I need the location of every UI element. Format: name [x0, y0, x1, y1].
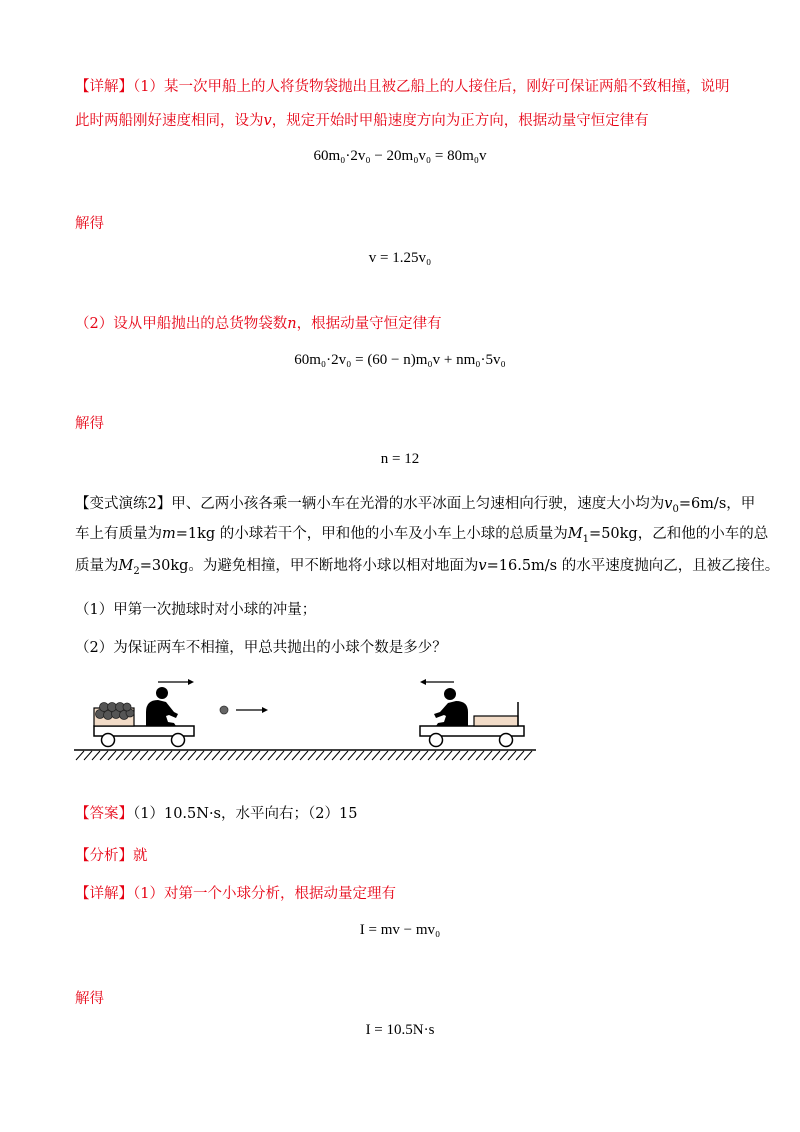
- answer-line: [75, 800, 357, 828]
- variant-tag: 【变式演练2】: [75, 496, 172, 512]
- ground: [74, 750, 536, 760]
- detail-line-2: [75, 107, 649, 135]
- analysis-line: [75, 842, 148, 870]
- variant-text-2b: =1kg 的小球若干个，甲和他的小车及小车上小球的总质量为: [175, 526, 568, 542]
- person-yi: [434, 688, 468, 726]
- balls-pile: [96, 703, 135, 720]
- cart-jia: [94, 679, 194, 747]
- answer-tag: 【答案】: [75, 806, 133, 822]
- equation-result-impulse: I = 10.5N·s: [365, 1022, 435, 1038]
- var-v0: v: [664, 496, 673, 512]
- variant-text-1a: 甲、乙两小孩各乘一辆小车在光滑的水平冰面上匀速相向行驶，速度大小均为: [171, 496, 665, 512]
- var-v0-sub: 0: [672, 503, 679, 515]
- detail-text-1: （1）某一次甲船上的人将货物袋抛出且被乙船上的人接住后，刚好可保证两船不致相撞，说明: [133, 79, 730, 95]
- question-1: （1）甲第一次抛球时对小球的冲量；: [75, 602, 317, 618]
- variant-text-2c: =50kg，乙和他的小车的总: [589, 526, 769, 542]
- solve-label-2: 解得: [75, 416, 104, 432]
- detail-text-2b: ，规定开始时甲船速度方向为正方向，根据动量守恒定律有: [271, 113, 649, 129]
- part2-text-a: （2）设从甲船抛出的总货物袋数: [75, 316, 288, 332]
- variant-text-2a: 车上有质量为: [75, 526, 162, 542]
- detail2-line: [75, 880, 396, 908]
- var-v: v: [478, 558, 487, 574]
- analysis-text: 就: [133, 848, 148, 864]
- var-M2-sub: 2: [133, 565, 140, 577]
- cart-yi: [420, 679, 524, 747]
- variant-line-2: [75, 520, 768, 554]
- analysis-tag: 【分析】: [75, 848, 133, 864]
- variant-text-3b: =30kg。为避免相撞，甲不断地将小球以相对地面为: [139, 558, 479, 574]
- part2-text-b: ，根据动量守恒定律有: [296, 316, 442, 332]
- detail2-text: （1）对第一个小球分析，根据动量定理有: [133, 886, 396, 902]
- answer-text: （1）10.5N·s，水平向右；（2）15: [133, 806, 358, 822]
- detail-line-1: [75, 73, 729, 101]
- var-M1: M: [567, 526, 583, 542]
- ball-arrow-right-icon: [236, 707, 268, 713]
- solve-label-3: 解得: [75, 991, 104, 1007]
- variant-line-1: [75, 490, 755, 524]
- arrow-left-icon: [420, 679, 454, 685]
- equation-momentum-2: 60m₀·2v₀ = (60 − n)m₀v + nm₀·5v₀: [294, 352, 506, 368]
- variant-line-3: [75, 552, 779, 586]
- detail2-tag: 【详解】: [75, 886, 133, 902]
- person-jia: [146, 687, 178, 726]
- var-M2: M: [118, 558, 134, 574]
- equation-impulse: I = mv − mv₀: [359, 922, 441, 938]
- solve-label-1: 解得: [75, 216, 104, 232]
- part2-line: [75, 310, 442, 338]
- arrow-right-icon: [158, 679, 194, 685]
- equation-momentum-1: 60m₀·2v₀ − 20m₀v₀ = 80m₀v: [313, 148, 487, 164]
- var-M1-sub: 1: [582, 533, 590, 545]
- flying-ball: [220, 706, 228, 714]
- equation-result-n: n = 12: [380, 451, 420, 467]
- var-n: n: [287, 316, 297, 332]
- detail-text-2a: 此时两船刚好速度相同，设为: [75, 113, 264, 129]
- carts-figure: [70, 672, 540, 762]
- question-2: （2）为保证两车不相撞，甲总共抛出的小球个数是多少？: [75, 640, 447, 656]
- variant-text-1b: =6m/s，甲: [678, 496, 756, 512]
- variant-text-3a: 质量为: [75, 558, 119, 574]
- var-v: v: [263, 113, 272, 129]
- detail-tag: 【详解】: [75, 79, 133, 95]
- equation-result-v: v = 1.25v₀: [368, 250, 432, 266]
- var-m: m: [162, 526, 176, 542]
- variant-text-3c: =16.5m/s 的水平速度抛向乙，且被乙接住。: [486, 558, 780, 574]
